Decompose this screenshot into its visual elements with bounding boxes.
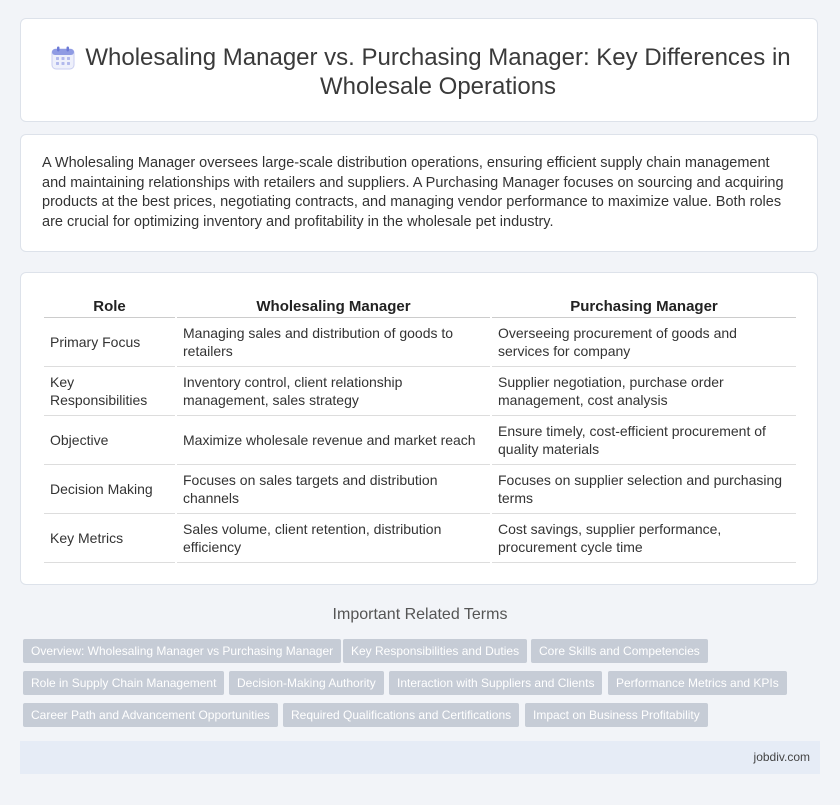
table-row [44, 318, 796, 367]
purchasing-cell: Cost savings, supplier performance, procurement cycle time [492, 514, 796, 563]
related-term-tag[interactable]: Core Skills and Competencies [531, 639, 708, 663]
purchasing-cell: Ensure timely, cost-efficient procurement of quality materials [492, 416, 796, 465]
related-term-tag[interactable]: Impact on Business Profitability [525, 703, 708, 727]
wholesaling-cell: Maximize wholesale revenue and market reach [177, 416, 490, 465]
row-label: Objective [44, 416, 175, 465]
table-row [44, 465, 796, 514]
column-header-purchasing-manager: Purchasing Manager [492, 295, 796, 318]
comparison-card [20, 272, 818, 585]
table-row [44, 514, 796, 563]
related-term-tag[interactable]: Key Responsibilities and Duties [343, 639, 527, 663]
column-header-role: Role [44, 295, 175, 318]
wholesaling-cell: Focuses on sales targets and distribution channels [177, 465, 490, 514]
row-label: Key Responsibilities [44, 367, 175, 416]
purchasing-cell: Focuses on supplier selection and purchasing terms [492, 465, 796, 514]
header-card [20, 18, 818, 122]
table-row [44, 416, 796, 465]
row-label: Primary Focus [44, 318, 175, 367]
related-term-tag[interactable]: Decision-Making Authority [229, 671, 384, 695]
footer [20, 741, 820, 774]
column-header-wholesaling-manager: Wholesaling Manager [177, 295, 490, 318]
related-term-tag[interactable]: Role in Supply Chain Management [23, 671, 224, 695]
row-label: Key Metrics [44, 514, 175, 563]
table-row [44, 367, 796, 416]
wholesaling-cell: Managing sales and distribution of goods to retailers [177, 318, 490, 367]
related-term-tag[interactable]: Career Path and Advancement Opportunities [23, 703, 278, 727]
related-term-tag[interactable]: Interaction with Suppliers and Clients [389, 671, 602, 695]
wholesaling-cell: Sales volume, client retention, distribution efficiency [177, 514, 490, 563]
table-header-row [44, 295, 796, 318]
comparison-table [42, 295, 798, 563]
related-term-tag[interactable]: Performance Metrics and KPIs [608, 671, 787, 695]
purchasing-cell: Supplier negotiation, purchase order management, cost analysis [492, 367, 796, 416]
related-terms-title: Important Related Terms [332, 606, 508, 623]
purchasing-cell: Overseeing procurement of goods and services for company [492, 318, 796, 367]
related-term-tag[interactable]: Overview: Wholesaling Manager vs Purchasing Manager [23, 639, 341, 663]
page-title: Wholesaling Manager vs. Purchasing Manager: Key Differences in Wholesale Operations [85, 44, 791, 100]
footer-site-link[interactable]: jobdiv.com [753, 750, 810, 764]
related-term-tag[interactable]: Required Qualifications and Certifications [283, 703, 519, 727]
wholesaling-cell: Inventory control, client relationship management, sales strategy [177, 367, 490, 416]
row-label: Decision Making [44, 465, 175, 514]
intro-paragraph: A Wholesaling Manager oversees large-scale distribution operations, ensuring efficient supply chain management and maintaining relationships with retailers and suppliers. A Purchasing Manager focuses on sourcing and acquiring products at the best prices, negotiating contracts, and managing vendor performance to maximize value. Both roles are crucial for optimizing inventory and profitability in the wholesale pet industry. [42, 155, 784, 230]
intro-card [20, 134, 818, 252]
